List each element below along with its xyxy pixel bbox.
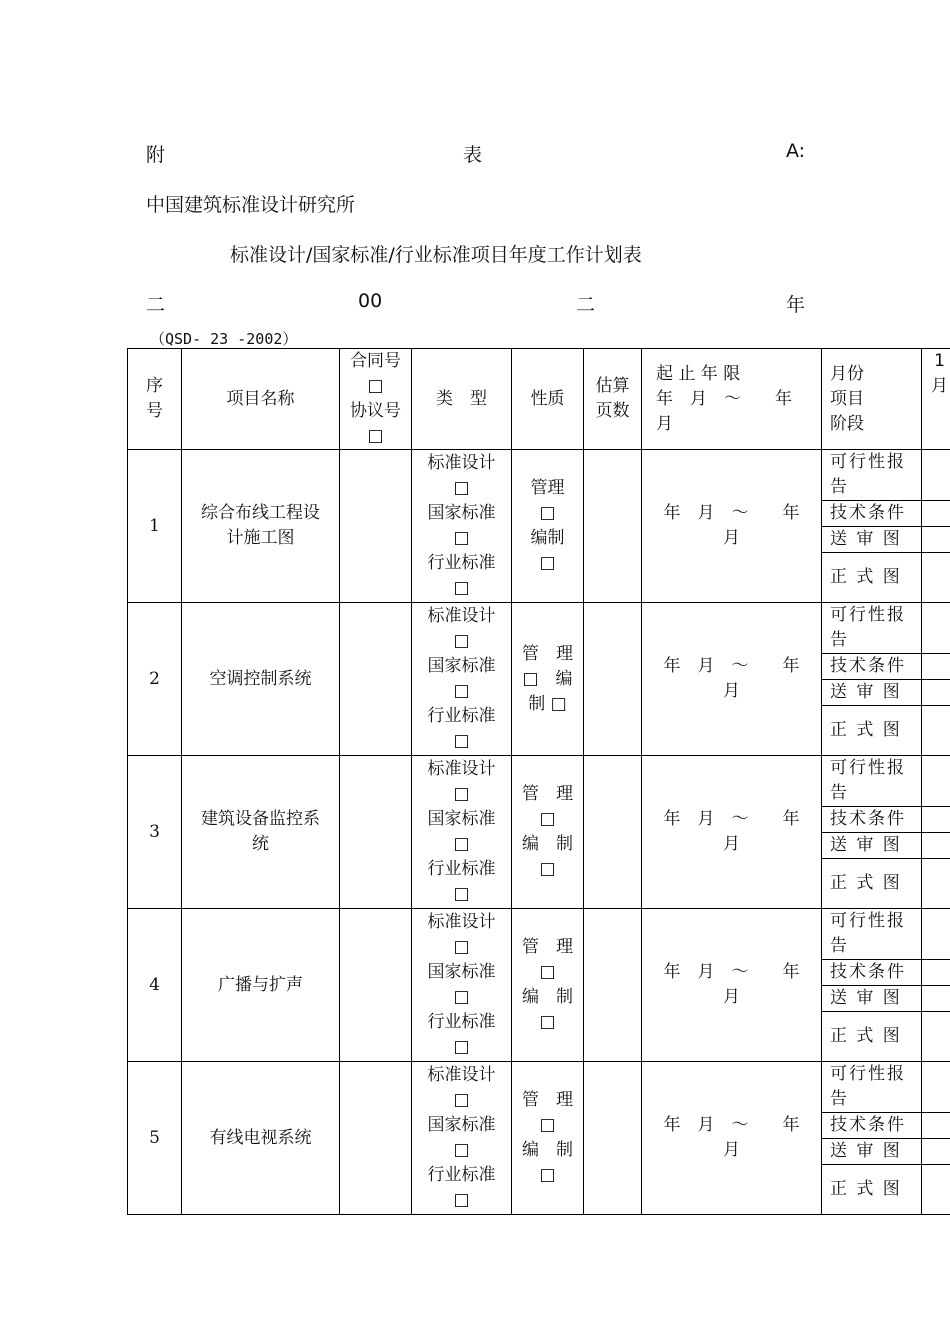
month-cell: [922, 1139, 950, 1165]
month-cell: [922, 450, 950, 501]
month-cell: [922, 807, 950, 833]
pages-cell: [584, 603, 642, 756]
pages-cell: [584, 756, 642, 909]
month-cell: [922, 1062, 950, 1113]
stage-cell: 可行性报告: [822, 1062, 922, 1113]
period-cell: 年 月 ～ 年 月: [642, 909, 822, 1062]
header-row: [128, 349, 950, 450]
month-cell: [922, 1012, 950, 1062]
year-part-3: 二: [576, 294, 596, 316]
col-name: 项目名称: [182, 349, 340, 450]
stage-cell: 正 式 图: [822, 706, 922, 756]
plan-table: [127, 348, 950, 1215]
period-cell: 年 月 ～ 年 月: [642, 756, 822, 909]
annex-label-3: A:: [786, 140, 806, 162]
col-nature: 性质: [512, 349, 584, 450]
type-cell: 标准设计 □ 国家标准 □ 行业标准 □: [412, 450, 512, 603]
seq-cell: 4: [128, 909, 182, 1062]
stage-cell: 技术条件: [822, 807, 922, 833]
stage-cell: 可行性报告: [822, 603, 922, 654]
table-row: [128, 450, 950, 501]
col-contract: 合同号 □ 协议号 □: [340, 349, 412, 450]
period-cell: 年 月 ～ 年 月: [642, 603, 822, 756]
pages-cell: [584, 450, 642, 603]
contract-cell: [340, 603, 412, 756]
stage-cell: 技术条件: [822, 501, 922, 527]
month-cell: [922, 1165, 950, 1215]
pages-cell: [584, 1062, 642, 1215]
nature-cell: 管 理 □ 编 制 □: [512, 756, 584, 909]
project-name-cell: 综合布线工程设 计施工图: [182, 450, 340, 603]
seq-cell: 2: [128, 603, 182, 756]
page-title: 标准设计/国家标准/行业标准项目年度工作计划表: [230, 244, 642, 266]
month-cell: [922, 654, 950, 680]
col-pages: 估算 页数: [584, 349, 642, 450]
stage-cell: 技术条件: [822, 1113, 922, 1139]
project-name-cell: 广播与扩声: [182, 909, 340, 1062]
col-month-1: 1 月: [922, 349, 950, 450]
col-period: 起 止 年 限 年 月 ～ 年 月: [642, 349, 822, 450]
col-type: 类 型: [412, 349, 512, 450]
year-part-4: 年: [786, 294, 806, 316]
month-cell: [922, 603, 950, 654]
month-cell: [922, 1113, 950, 1139]
month-cell: [922, 527, 950, 553]
project-name-cell: 空调控制系统: [182, 603, 340, 756]
form-code: （QSD- 23 -2002）: [150, 330, 298, 348]
table-row: [128, 603, 950, 654]
table-row: [128, 909, 950, 960]
nature-cell: 管 理 □ 编 制 □: [512, 909, 584, 1062]
month-cell: [922, 986, 950, 1012]
contract-cell: [340, 450, 412, 603]
type-cell: 标准设计 □ 国家标准 □ 行业标准 □: [412, 756, 512, 909]
institute-name: 中国建筑标准设计研究所: [146, 194, 356, 216]
month-cell: [922, 501, 950, 527]
stage-cell: 可行性报告: [822, 450, 922, 501]
stage-cell: 正 式 图: [822, 1165, 922, 1215]
period-cell: 年 月 ～ 年 月: [642, 450, 822, 603]
month-cell: [922, 909, 950, 960]
nature-cell: 管理 □ 编制 □: [512, 450, 584, 603]
month-cell: [922, 756, 950, 807]
type-cell: 标准设计 □ 国家标准 □ 行业标准 □: [412, 909, 512, 1062]
month-cell: [922, 960, 950, 986]
type-cell: 标准设计 □ 国家标准 □ 行业标准 □: [412, 603, 512, 756]
month-cell: [922, 833, 950, 859]
annex-label-2: 表: [463, 144, 483, 166]
seq-cell: 1: [128, 450, 182, 603]
contract-cell: [340, 909, 412, 1062]
stage-cell: 送 审 图: [822, 833, 922, 859]
stage-cell: 正 式 图: [822, 859, 922, 909]
stage-cell: 送 审 图: [822, 1139, 922, 1165]
col-seq: 序 号: [128, 349, 182, 450]
month-cell: [922, 680, 950, 706]
contract-cell: [340, 1062, 412, 1215]
table-body: [128, 450, 950, 1215]
nature-cell: 管 理 □ 编 制 □: [512, 1062, 584, 1215]
col-stage: 月份 项目 阶段: [822, 349, 922, 450]
nature-cell: 管 理 □ 编 制 □: [512, 603, 584, 756]
month-cell: [922, 706, 950, 756]
annex-label-1: 附: [146, 144, 166, 166]
project-name-cell: 有线电视系统: [182, 1062, 340, 1215]
contract-cell: [340, 756, 412, 909]
stage-cell: 技术条件: [822, 654, 922, 680]
stage-cell: 可行性报告: [822, 756, 922, 807]
stage-cell: 可行性报告: [822, 909, 922, 960]
stage-cell: 送 审 图: [822, 680, 922, 706]
project-name-cell: 建筑设备监控系 统: [182, 756, 340, 909]
pages-cell: [584, 909, 642, 1062]
stage-cell: 正 式 图: [822, 1012, 922, 1062]
stage-cell: 正 式 图: [822, 553, 922, 603]
period-cell: 年 月 ～ 年 月: [642, 1062, 822, 1215]
table-row: [128, 1062, 950, 1113]
stage-cell: 送 审 图: [822, 986, 922, 1012]
month-cell: [922, 553, 950, 603]
month-cell: [922, 859, 950, 909]
stage-cell: 送 审 图: [822, 527, 922, 553]
year-part-2: 00: [358, 290, 383, 312]
year-part-1: 二: [146, 294, 166, 316]
seq-cell: 3: [128, 756, 182, 909]
seq-cell: 5: [128, 1062, 182, 1215]
type-cell: 标准设计 □ 国家标准 □ 行业标准 □: [412, 1062, 512, 1215]
table-row: [128, 756, 950, 807]
stage-cell: 技术条件: [822, 960, 922, 986]
